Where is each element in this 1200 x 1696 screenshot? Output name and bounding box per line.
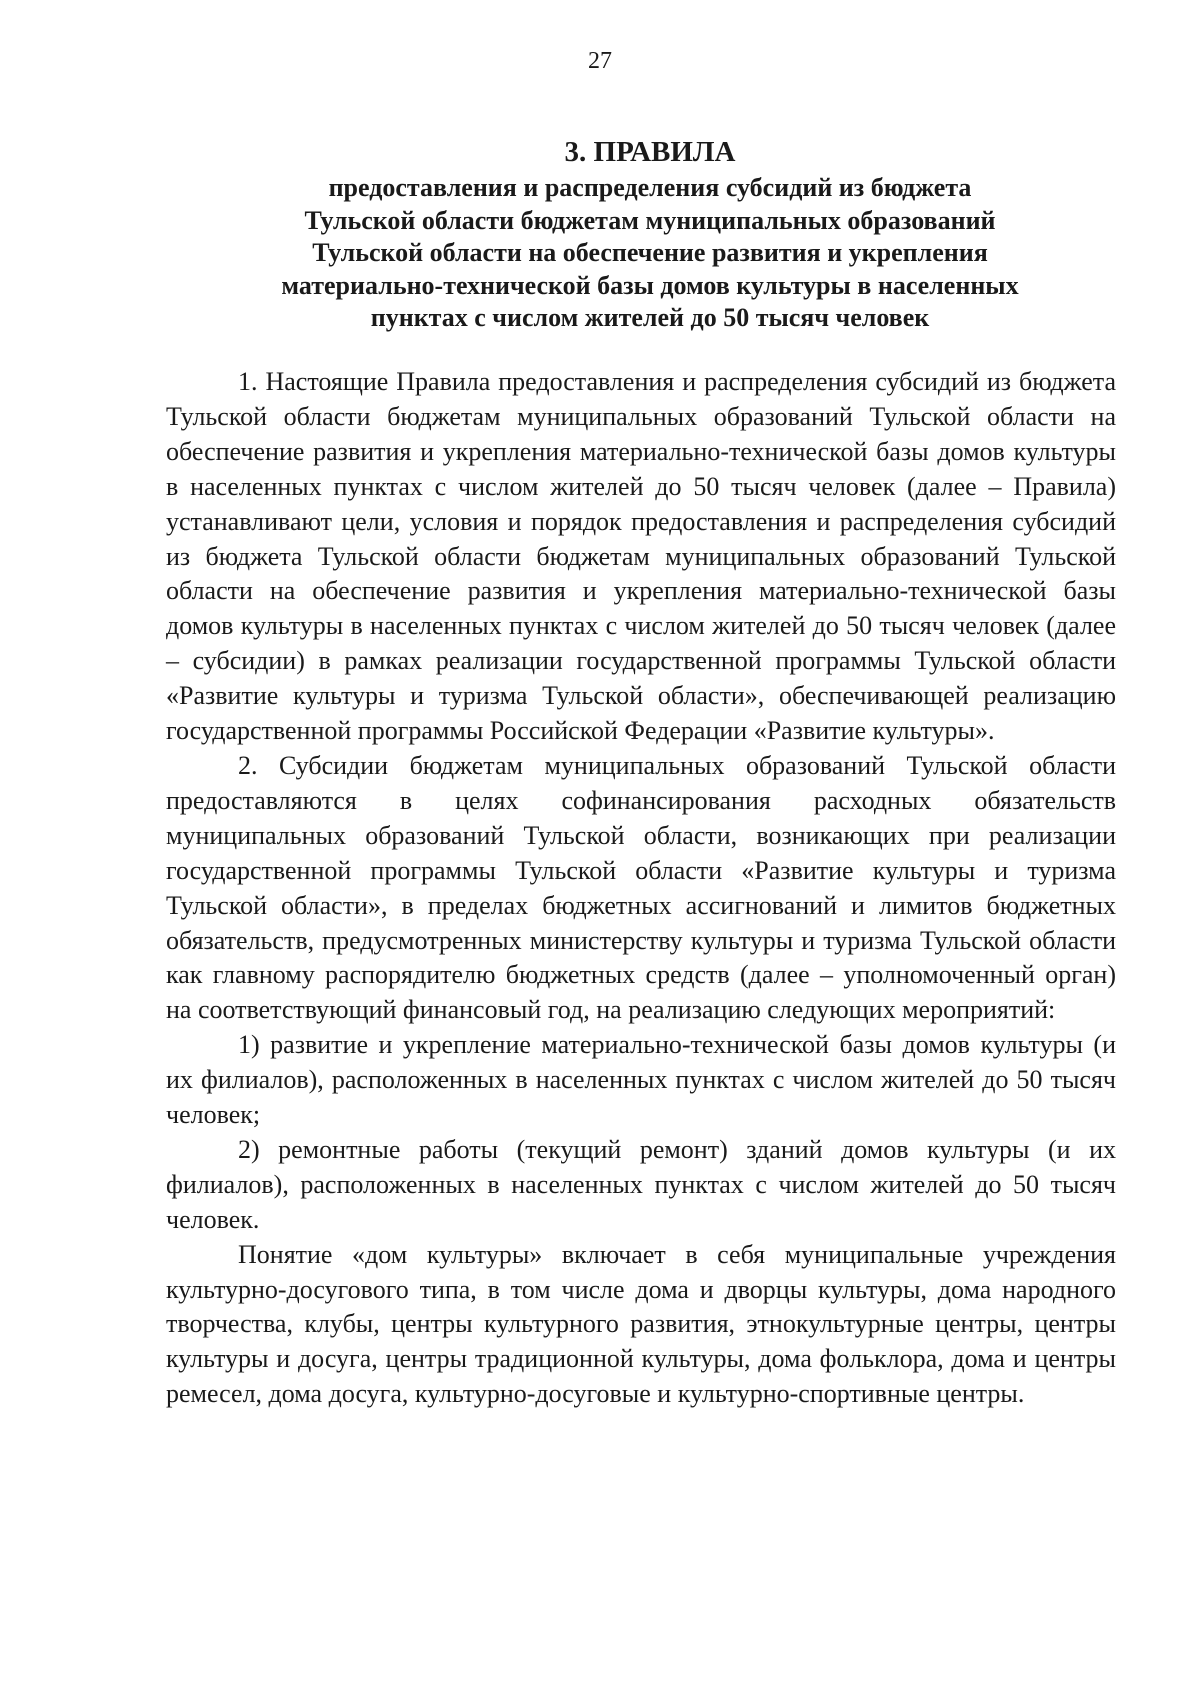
page-number: 27	[588, 48, 612, 74]
subtitle-line-4: материально-технической базы домов культуры в населенных	[281, 270, 1019, 300]
paragraph-2: 2. Субсидии бюджетам муниципальных образований Тульской области предоставляются в целях софинансирования расходных обязательств муниципальных образований Тульской области, возникающих при реализации государственной программы Тульской области «Развитие культуры и туризма Тульской области», в пределах бюджетных ассигнований и лимитов бюджетных обязательств, предусмотренных министерству культуры и туризма Тульской области как главному распорядителю бюджетных средств (далее – уполномоченный орган) на соответствующий финансовый год, на реализацию следующих мероприятий:	[166, 750, 1116, 1025]
subtitle-line-2: Тульской области бюджетам муниципальных образований	[304, 205, 996, 235]
subtitle-line-3: Тульской области на обеспечение развития и укрепления	[312, 238, 988, 267]
list-item-1: 1) развитие и укрепление материально-технической базы домов культуры (и их филиалов), расположенных в населенных пунктах с числом жителей до 50 тысяч человек;	[166, 1030, 1116, 1130]
subtitle-line-1: предоставления и распределения субсидий из бюджета	[328, 173, 972, 202]
paragraph-1: 1. Настоящие Правила предоставления и распределения субсидий из бюджета Тульской области бюджетам муниципальных образований Тульской области на обеспечение развития и укрепления материально-технической базы домов культуры в населенных пунктах с числом жителей до 50 тысяч человек (далее – Правила) устанавливают цели, условия и порядок предоставления и распределения субсидий из бюджета Тульской области бюджетам муниципальных образований Тульской области на обеспечение развития и укрепления материально-технической базы домов культуры в населенных пунктах с числом жителей до 50 тысяч человек (далее – субсидии) в рамках реализации государственной программы Тульской области «Развитие культуры и туризма Тульской области», обеспечивающей реализацию государственной программы Российской Федерации «Развитие культуры».	[166, 367, 1116, 746]
paragraph-definition: Понятие «дом культуры» включает в себя муниципальные учреждения культурно-досугового типа, в том числе дома и дворцы культуры, дома народного творчества, клубы, центры культурного развития, этнокультурные центры, центры культуры и досуга, центры традиционной культуры, дома фольклора, дома и центры ремесел, дома досуга, культурно-досуговые и культурно-спортивные центры.	[166, 1239, 1116, 1409]
document-heading	[190, 132, 1110, 335]
list-item-2: 2) ремонтные работы (текущий ремонт) зданий домов культуры (и их филиалов), расположенных в населенных пунктах с числом жителей до 50 тысяч человек.	[166, 1134, 1116, 1234]
section-title: 3. ПРАВИЛА	[564, 136, 736, 168]
document-body	[166, 365, 1116, 1412]
subtitle-line-5: пунктах с числом жителей до 50 тысяч человек	[370, 303, 930, 332]
